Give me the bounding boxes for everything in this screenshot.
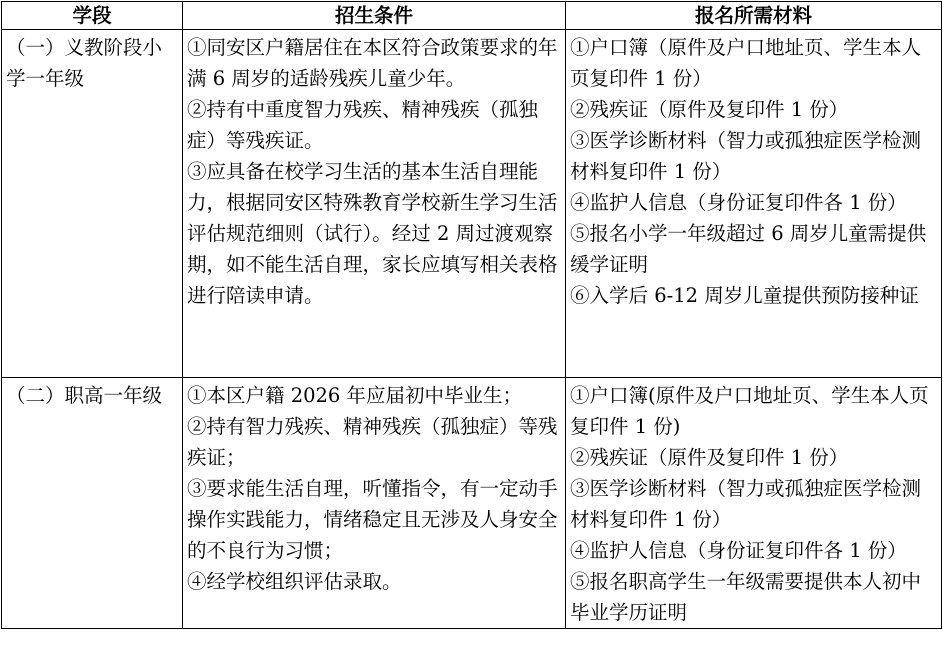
stage-text: （一）义教阶段小学一年级 [6, 36, 163, 90]
stage-text: （二）职高一年级 [6, 384, 163, 407]
condition-item: ①本区户籍 2026 年应届初中毕业生； [187, 384, 523, 407]
material-item: ④监护人信息（身份证复印件各 1 份） [570, 191, 907, 214]
enrollment-table [1, 1, 942, 629]
stage-cell [2, 30, 183, 378]
table-row [2, 30, 942, 378]
materials-cell [566, 30, 942, 378]
material-item: ③医学诊断材料（智力或孤独症医学检测材料复印件 1 份） [570, 477, 922, 531]
header-materials: 报名所需材料 [566, 2, 942, 30]
material-item: ⑤报名小学一年级超过 6 周岁儿童需提供缓学证明 [570, 222, 927, 276]
conditions-cell [183, 378, 566, 629]
material-item: ①户口簿（原件及户口地址页、学生本人页复印件 1 份） [570, 36, 922, 90]
material-item: ④监护人信息（身份证复印件各 1 份） [570, 539, 907, 562]
condition-item: ④经学校组织评估录取。 [187, 570, 402, 593]
material-item: ⑥入学后 6-12 周岁儿童提供预防接种证 [570, 284, 919, 307]
materials-cell [566, 378, 942, 629]
condition-item: ②持有智力残疾、精神残疾（孤独症）等残疾证； [187, 415, 558, 469]
material-item: ①户口簿(原件及户口地址页、学生本人页复印件 1 份) [570, 384, 929, 438]
material-item: ⑤报名职高学生一年级需要提供本人初中毕业学历证明 [570, 570, 922, 624]
header-conditions: 招生条件 [183, 2, 566, 30]
condition-item: ③应具备在校学习生活的基本生活自理能力，根据同安区特殊教育学校新生学习生活评估规范细则（试行）。经过 2 周过渡观察期，如不能生活自理，家长应填写相关表格进行陪读申请。 [187, 160, 558, 307]
material-item: ②残疾证（原件及复印件 1 份） [570, 446, 849, 469]
condition-item: ①同安区户籍居住在本区符合政策要求的年满 6 周岁的适龄残疾儿童少年。 [187, 36, 558, 90]
condition-item: ②持有中重度智力残疾、精神残疾（孤独症）等残疾证。 [187, 98, 539, 152]
header-stage: 学段 [2, 2, 183, 30]
conditions-cell [183, 30, 566, 378]
material-item: ③医学诊断材料（智力或孤独症医学检测材料复印件 1 份） [570, 129, 922, 183]
material-item: ②残疾证（原件及复印件 1 份） [570, 98, 849, 121]
table-row [2, 378, 942, 629]
condition-item: ③要求能生活自理，听懂指令，有一定动手操作实践能力，情绪稳定且无涉及人身安全的不良行为习惯； [187, 477, 558, 562]
table-header-row [2, 2, 942, 30]
stage-cell [2, 378, 183, 629]
